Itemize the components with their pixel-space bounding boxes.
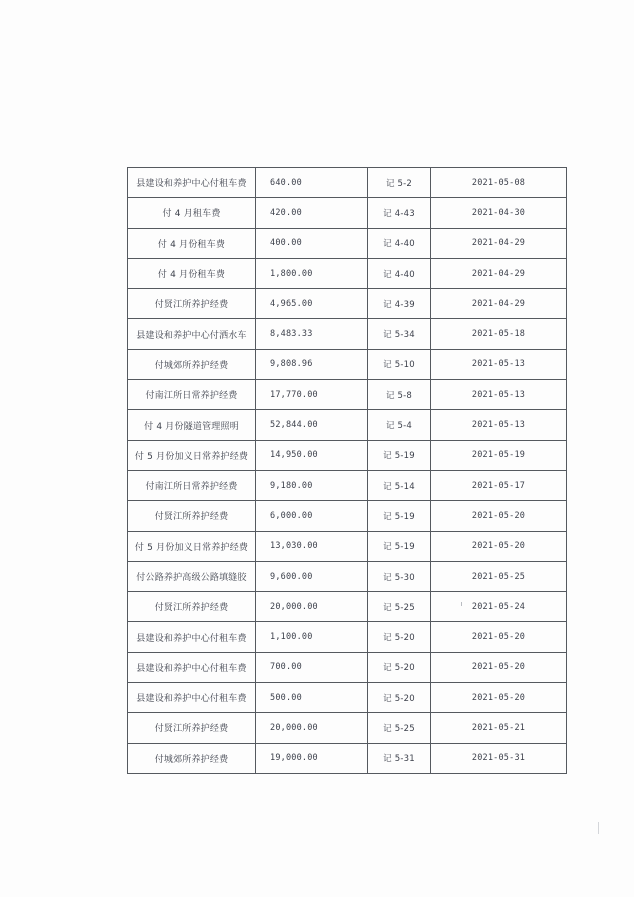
description-cell: 县建设和养护中心付租车费 (128, 652, 256, 682)
description-cell: 县建设和养护中心付租车费 (128, 683, 256, 713)
description-cell: 付城郊所养护经费 (128, 349, 256, 379)
description-cell: 付 4 月份隧道管理照明 (128, 410, 256, 440)
date-cell: 2021-04-30 (431, 198, 567, 228)
date-cell: 2021-05-08 (431, 168, 567, 198)
description-cell: 付南江所日常养护经费 (128, 470, 256, 500)
amount-cell: 17,770.00 (256, 380, 368, 410)
amount-cell: 14,950.00 (256, 440, 368, 470)
table-row (128, 258, 567, 288)
table-row (128, 592, 567, 622)
description-cell: 付贤江所养护经费 (128, 713, 256, 743)
voucher-cell: 记 5-20 (368, 622, 431, 652)
description-cell: 付公路养护高级公路填缝胶 (128, 561, 256, 591)
table-row (128, 410, 567, 440)
description-cell: 付贤江所养护经费 (128, 501, 256, 531)
table-row (128, 531, 567, 561)
table-row (128, 470, 567, 500)
voucher-cell: 记 5-20 (368, 683, 431, 713)
table-row (128, 440, 567, 470)
amount-cell: 9,600.00 (256, 561, 368, 591)
table-row (128, 228, 567, 258)
amount-cell: 19,000.00 (256, 743, 368, 773)
voucher-cell: 记 5-25 (368, 713, 431, 743)
date-cell: 2021-05-24 (431, 592, 567, 622)
date-cell: 2021-05-21 (431, 713, 567, 743)
description-cell: 付 4 月租车费 (128, 198, 256, 228)
date-cell: 2021-04-29 (431, 258, 567, 288)
description-cell: 付贤江所养护经费 (128, 592, 256, 622)
table-row (128, 713, 567, 743)
voucher-cell: 记 4-40 (368, 228, 431, 258)
table-row (128, 319, 567, 349)
voucher-cell: 记 5-2 (368, 168, 431, 198)
description-cell: 付 5 月份加义日常养护经费 (128, 440, 256, 470)
scan-speck (598, 822, 599, 834)
voucher-cell: 记 5-34 (368, 319, 431, 349)
voucher-cell: 记 4-43 (368, 198, 431, 228)
date-cell: 2021-04-29 (431, 228, 567, 258)
description-cell: 付贤江所养护经费 (128, 289, 256, 319)
date-cell: 2021-05-13 (431, 349, 567, 379)
voucher-cell: 记 5-19 (368, 501, 431, 531)
date-cell: 2021-05-20 (431, 531, 567, 561)
amount-cell: 20,000.00 (256, 713, 368, 743)
table-row (128, 198, 567, 228)
amount-cell: 52,844.00 (256, 410, 368, 440)
voucher-cell: 记 4-39 (368, 289, 431, 319)
table-row (128, 501, 567, 531)
voucher-cell: 记 5-14 (368, 470, 431, 500)
table-row (128, 561, 567, 591)
amount-cell: 640.00 (256, 168, 368, 198)
date-cell: 2021-05-25 (431, 561, 567, 591)
date-cell: 2021-05-20 (431, 501, 567, 531)
description-cell: 付城郊所养护经费 (128, 743, 256, 773)
scan-speck (461, 602, 462, 606)
amount-cell: 8,483.33 (256, 319, 368, 349)
date-cell: 2021-05-20 (431, 622, 567, 652)
amount-cell: 4,965.00 (256, 289, 368, 319)
ledger-table (127, 167, 567, 774)
description-cell: 付 4 月份租车费 (128, 258, 256, 288)
voucher-cell: 记 5-19 (368, 531, 431, 561)
voucher-cell: 记 5-31 (368, 743, 431, 773)
voucher-cell: 记 5-20 (368, 652, 431, 682)
table-row (128, 652, 567, 682)
table-row (128, 743, 567, 773)
amount-cell: 6,000.00 (256, 501, 368, 531)
table-row (128, 168, 567, 198)
table-row (128, 349, 567, 379)
voucher-cell: 记 5-30 (368, 561, 431, 591)
amount-cell: 1,800.00 (256, 258, 368, 288)
voucher-cell: 记 5-8 (368, 380, 431, 410)
amount-cell: 400.00 (256, 228, 368, 258)
description-cell: 付南江所日常养护经费 (128, 380, 256, 410)
table-row (128, 683, 567, 713)
ledger-body (128, 168, 567, 774)
voucher-cell: 记 5-19 (368, 440, 431, 470)
description-cell: 付 5 月份加义日常养护经费 (128, 531, 256, 561)
date-cell: 2021-05-18 (431, 319, 567, 349)
amount-cell: 9,808.96 (256, 349, 368, 379)
amount-cell: 9,180.00 (256, 470, 368, 500)
date-cell: 2021-05-13 (431, 410, 567, 440)
date-cell: 2021-04-29 (431, 289, 567, 319)
voucher-cell: 记 5-25 (368, 592, 431, 622)
table-row (128, 380, 567, 410)
description-cell: 县建设和养护中心付租车费 (128, 622, 256, 652)
date-cell: 2021-05-17 (431, 470, 567, 500)
table-row (128, 289, 567, 319)
voucher-cell: 记 5-10 (368, 349, 431, 379)
voucher-cell: 记 4-40 (368, 258, 431, 288)
date-cell: 2021-05-19 (431, 440, 567, 470)
date-cell: 2021-05-20 (431, 683, 567, 713)
description-cell: 县建设和养护中心付洒水车 (128, 319, 256, 349)
voucher-cell: 记 5-4 (368, 410, 431, 440)
description-cell: 县建设和养护中心付租车费 (128, 168, 256, 198)
date-cell: 2021-05-31 (431, 743, 567, 773)
amount-cell: 1,100.00 (256, 622, 368, 652)
amount-cell: 420.00 (256, 198, 368, 228)
amount-cell: 13,030.00 (256, 531, 368, 561)
amount-cell: 700.00 (256, 652, 368, 682)
description-cell: 付 4 月份租车费 (128, 228, 256, 258)
table-row (128, 622, 567, 652)
date-cell: 2021-05-13 (431, 380, 567, 410)
amount-cell: 20,000.00 (256, 592, 368, 622)
date-cell: 2021-05-20 (431, 652, 567, 682)
amount-cell: 500.00 (256, 683, 368, 713)
